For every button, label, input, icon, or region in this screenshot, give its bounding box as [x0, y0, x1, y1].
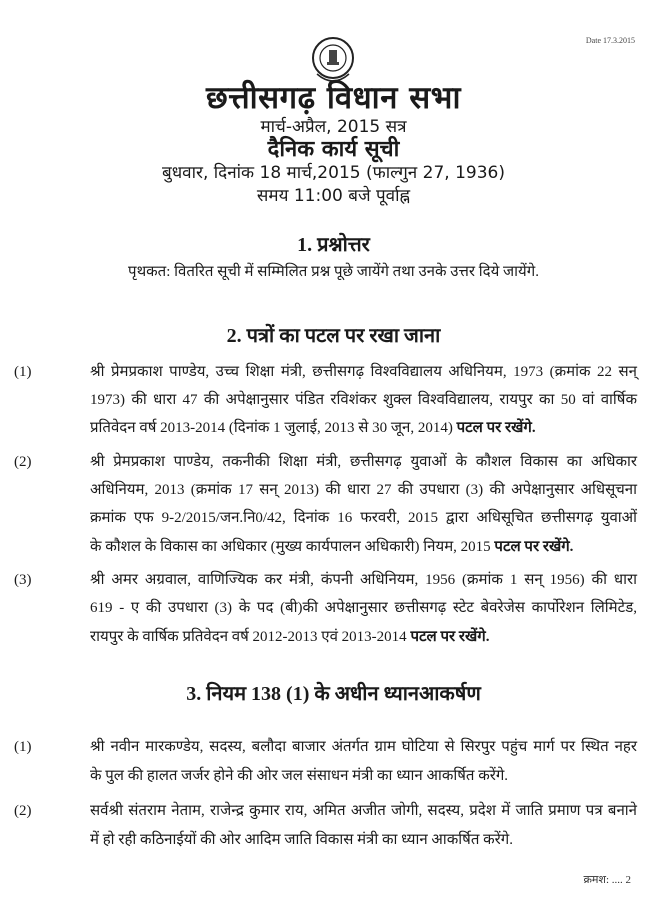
- session-label: मार्च-अप्रैल, 2015 सत्र: [260, 117, 407, 137]
- item-text: सर्वश्री संतराम नेताम, राजेन्द्र कुमार राय, अमित अजीत जोगी, सदस्य, प्रदेश में जाति प्रमाण पत्र बनाने: [90, 803, 637, 819]
- date-stamp: Date 17.3.2015: [585, 36, 635, 45]
- item-text-line: [90, 507, 637, 529]
- item-text-line: [90, 626, 637, 648]
- item-text-line: [90, 389, 637, 411]
- item-text: प्रतिवेदन वर्ष 2013-2014 (दिनांक 1 जुलाई, 2013 से 30 जून, 2014): [90, 420, 453, 436]
- lay-on-table-phrase: पटल पर रखेंगे.: [456, 420, 536, 436]
- item-text: अधिनियम, 2013 (क्रमांक 17 सन् 2013) की धारा 27 की उपधारा (3) की अपेक्षानुसार अधिसूचना: [90, 482, 637, 498]
- section-heading-questions: 1. प्रश्नोत्तर: [297, 234, 370, 256]
- item-text: के कौशल के विकास का अधिकार (मुख्य कार्यपालन अधिकारी) नियम, 2015: [90, 539, 491, 555]
- item-text: रायपुर के वार्षिक प्रतिवेदन वर्ष 2012-2013 एवं 2013-2014: [90, 629, 407, 645]
- item-text: श्री प्रेमप्रकाश पाण्डेय, तकनीकी शिक्षा मंत्री, छत्तीसगढ़ युवाओं के कौशल विकास का अधिकार: [90, 454, 637, 470]
- continued-page-marker: क्रमश: .... 2: [583, 874, 631, 886]
- item-text-line: [90, 800, 637, 822]
- item-text-line: [90, 597, 637, 619]
- item-text: श्री अमर अग्रवाल, वाणिज्यिक कर मंत्री, कंपनी अधिनियम, 1956 (क्रमांक 1 सन् 1956) की धारा: [90, 572, 637, 588]
- item-number: (3): [14, 572, 32, 588]
- item-text: 1973) की धारा 47 की अपेक्षानुसार पंडित रविशंकर शुक्ल विश्वविद्यालय, रायपुर का 50 वां वार्षिक: [90, 392, 637, 408]
- page-title: छत्तीसगढ़ विधान सभा: [206, 80, 461, 116]
- item-text-line: [90, 736, 637, 758]
- item-text-line: [90, 451, 637, 473]
- item-text: के पुल की हालत जर्जर होने की ओर जल संसाधन मंत्री का ध्यान आकर्षित करेंगे.: [90, 768, 509, 784]
- item-text-line: [90, 417, 637, 439]
- item-number: (1): [14, 739, 32, 755]
- sitting-time: समय 11:00 बजे पूर्वाह्न: [256, 186, 411, 206]
- item-number: (2): [14, 454, 32, 470]
- item-text-line: [90, 765, 637, 787]
- section-text-questions: पृथकत: वितरित सूची में सम्मिलित प्रश्न पूछे जायेंगे तथा उनके उत्तर दिये जायेंगे.: [128, 264, 539, 280]
- item-text: 619 - ए की उपधारा (3) के पद (बी)की अपेक्षानुसार छत्तीसगढ़ स्टेट बेवरेजेस कार्पोरेशन लिमिटेड,: [90, 600, 637, 616]
- item-number: (2): [14, 803, 32, 819]
- item-text-line: [90, 361, 637, 383]
- lay-on-table-phrase: पटल पर रखेंगे.: [494, 539, 574, 555]
- section-heading-papers: 2. पत्रों का पटल पर रखा जाना: [226, 325, 441, 347]
- item-text-line: [90, 829, 637, 851]
- item-text-line: [90, 479, 637, 501]
- item-text: क्रमांक एफ 9-2/2015/जन.नि0/42, दिनांक 16 फरवरी, 2015 द्वारा अधिसूचित छत्तीसगढ़ युवाओं: [90, 510, 637, 526]
- sitting-date: बुधवार, दिनांक 18 मार्च,2015 (फाल्गुन 27, 1936): [162, 163, 505, 183]
- agenda-title: दैनिक कार्य सूची: [267, 137, 400, 162]
- item-text-line: [90, 569, 637, 591]
- item-text-line: [90, 536, 637, 558]
- item-text: श्री नवीन मारकण्डेय, सदस्य, बलौदा बाजार अंतर्गत ग्राम घोटिया से सिरपुर पहुंच मार्ग पर स्थित नहर: [90, 739, 638, 755]
- lay-on-table-phrase: पटल पर रखेंगे.: [410, 629, 490, 645]
- item-text: श्री प्रेमप्रकाश पाण्डेय, उच्च शिक्षा मंत्री, छत्तीसगढ़ विश्वविद्यालय अधिनियम, 1973 (क्रमांक 22 सन्: [90, 364, 637, 380]
- section-heading-calling-attention: 3. नियम 138 (1) के अधीन ध्यानआकर्षण: [186, 683, 481, 705]
- item-text: में हो रही कठिनाईयों की ओर आदिम जाति विकास मंत्री का ध्यान आकर्षित करेंगे.: [90, 832, 513, 848]
- item-number: (1): [14, 364, 32, 380]
